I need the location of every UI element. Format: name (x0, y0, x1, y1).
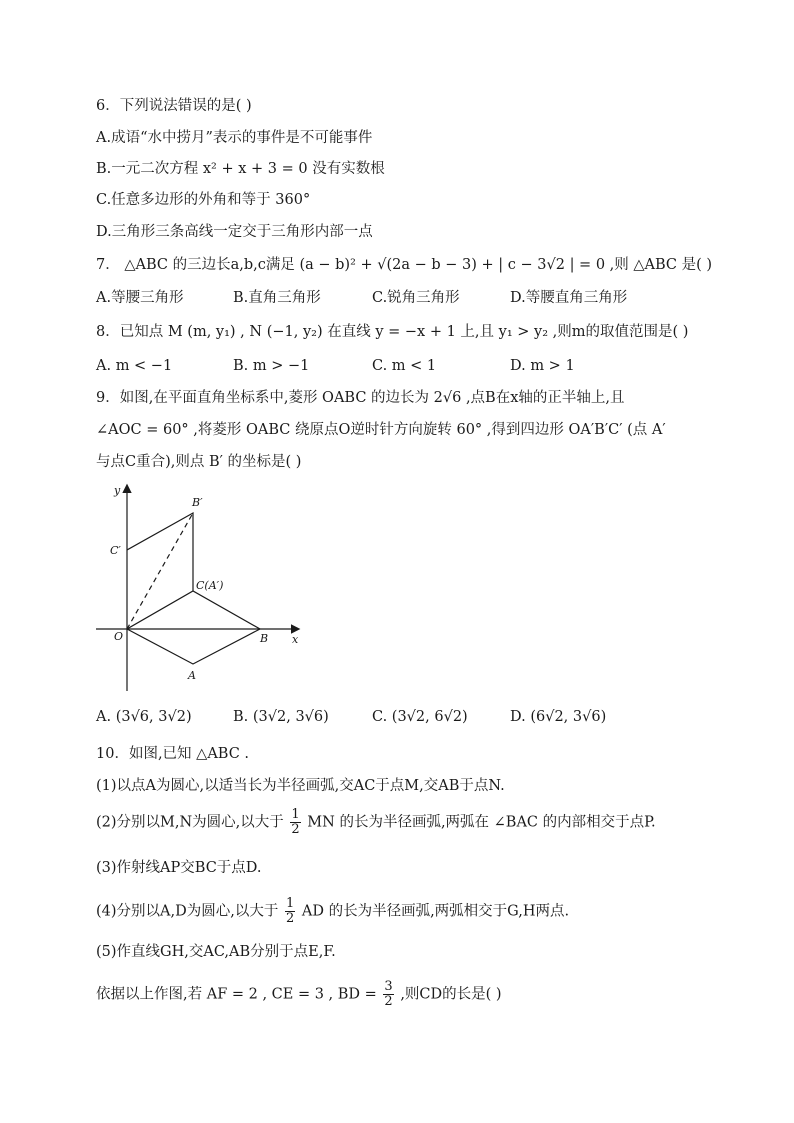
q10-step2-numerator: 1 (291, 807, 300, 822)
q8-option-b: B. m > −1 (233, 358, 310, 374)
q8-option-d: D. m > 1 (510, 358, 575, 374)
q10-step2 (96, 808, 656, 837)
q10-step6-post: ,则CD的长是( ) (400, 986, 502, 1003)
q10-step4-denominator: 2 (285, 911, 295, 926)
dashed-ob-prime (127, 513, 193, 629)
q6-option-a: A.成语“水中捞月”表示的事件是不可能事件 (96, 130, 373, 146)
q10-step4 (96, 897, 569, 926)
q10-step2-post: MN 的长为半径画弧,两弧在 ∠BAC 的内部相交于点P. (307, 814, 656, 831)
q9-option-a: A. (3√6, 3√2) (96, 709, 192, 725)
q9-option-c: C. (3√2, 6√2) (372, 709, 468, 725)
q6-option-c: C.任意多边形的外角和等于 360° (96, 192, 311, 208)
q6-stem: 6．下列说法错误的是( ) (96, 98, 252, 114)
label-y: y (114, 484, 121, 497)
q7-option-a: A.等腰三角形 (96, 290, 184, 306)
q7-stem: 7． △ABC 的三边长a,b,c满足 (a − b)² + √(2a − b − 3) + | c − 3√2 | = 0 ,则 △ABC 是( ) (96, 257, 713, 273)
q7-option-d: D.等腰直角三角形 (510, 290, 628, 306)
q10-step2-denominator: 2 (291, 822, 300, 837)
q7-option-b: B.直角三角形 (233, 290, 321, 306)
label-c-prime: C′ (110, 544, 121, 557)
q10-step3: (3)作射线AP交BC于点D. (96, 860, 262, 876)
q10-step4-numerator: 1 (285, 896, 295, 911)
q10-step6 (96, 980, 502, 1009)
q10-step2-pre: (2)分别以M,N为圆心,以大于 (96, 814, 284, 831)
q8-stem: 8．已知点 M (m, y₁) , N (−1, y₂) 在直线 y = −x + 1 上,且 y₁ > y₂ ,则m的取值范围是( ) (96, 324, 689, 340)
q8-option-a: A. m < −1 (96, 358, 173, 374)
label-b: B (260, 632, 269, 645)
q10-step4-fraction (285, 897, 295, 926)
label-c-a-prime: C(A′) (196, 579, 224, 592)
q10-step6-pre: 依据以上作图,若 AF = 2 , CE = 3 , BD = (96, 986, 377, 1003)
q9-option-d: D. (6√2, 3√6) (510, 709, 607, 725)
q9-line1: 9．如图,在平面直角坐标系中,菱形 OABC 的边长为 2√6 ,点B在x轴的正半轴上,且 (96, 390, 625, 406)
q9-line2: ∠AOC = 60° ,将菱形 OABC 绕原点O逆时针方向旋转 60° ,得到四边形 OA′B′C′ (点 A′ (96, 422, 666, 438)
label-b-prime: B′ (192, 496, 203, 509)
q6-option-b: B.一元二次方程 x² + x + 3 = 0 没有实数根 (96, 161, 385, 177)
q8-option-c: C. m < 1 (372, 358, 437, 374)
q10-step4-pre: (4)分别以A,D为圆心,以大于 (96, 903, 279, 920)
q10-step1: (1)以点A为圆心,以适当长为半径画弧,交AC于点M,交AB于点N. (96, 778, 505, 794)
q9-option-b: B. (3√2, 3√6) (233, 709, 329, 725)
q10-step4-post: AD 的长为半径画弧,两弧相交于G,H两点. (301, 903, 570, 920)
q10-stem: 10．如图,已知 △ABC . (96, 746, 250, 762)
rhombus-oa-b-c-rotated (127, 513, 193, 591)
q10-step6-denominator: 2 (384, 994, 393, 1009)
q10-step6-numerator: 3 (384, 979, 393, 994)
label-o: O (114, 630, 124, 643)
q10-step6-fraction (383, 980, 393, 1009)
q10-step5: (5)作直线GH,交AC,AB分别于点E,F. (96, 944, 336, 960)
q6-option-d: D.三角形三条高线一定交于三角形内部一点 (96, 224, 373, 240)
q10-step2-fraction (290, 808, 300, 837)
rhombus-figure (90, 478, 310, 698)
q9-line3: 与点C重合),则点 B′ 的坐标是( ) (96, 454, 302, 470)
label-a: A (188, 669, 196, 682)
q7-option-c: C.锐角三角形 (372, 290, 460, 306)
rhombus-oabc (127, 591, 260, 664)
label-x: x (292, 633, 299, 646)
